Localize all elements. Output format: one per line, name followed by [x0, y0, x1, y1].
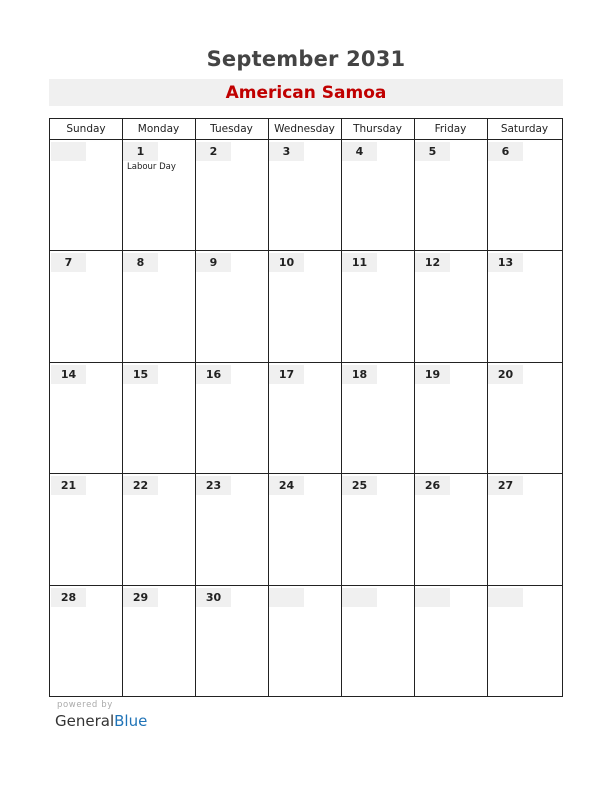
brand-general: General: [55, 712, 115, 730]
day-number: 20: [488, 365, 523, 384]
holiday-label: Labour Day: [127, 162, 176, 172]
day-number: 24: [269, 476, 304, 495]
day-number: 14: [51, 365, 86, 384]
calendar-grid: [49, 118, 563, 697]
day-number: 12: [415, 253, 450, 272]
day-number: 29: [123, 588, 158, 607]
day-cell[interactable]: [269, 363, 341, 473]
day-cell[interactable]: [51, 251, 122, 362]
weekday-saturday: Saturday: [500, 123, 549, 135]
day-number: 6: [488, 142, 523, 161]
day-cell[interactable]: [196, 140, 268, 250]
day-number: 5: [415, 142, 450, 161]
day-number: 3: [269, 142, 304, 161]
day-number: 1: [123, 142, 158, 161]
day-cell[interactable]: [196, 363, 268, 473]
day-cell[interactable]: [488, 251, 562, 362]
day-cell[interactable]: [269, 140, 341, 250]
day-cell[interactable]: [196, 251, 268, 362]
day-number: 25: [342, 476, 377, 495]
day-number: 30: [196, 588, 231, 607]
empty-day-box: [51, 142, 86, 161]
empty-day-cell: [488, 586, 562, 695]
empty-day-cell: [342, 586, 414, 695]
day-number: 18: [342, 365, 377, 384]
weekday-header-row: [50, 119, 562, 140]
region-banner: [49, 79, 563, 106]
day-cell[interactable]: [415, 140, 487, 250]
day-number: 15: [123, 365, 158, 384]
region-name: American Samoa: [225, 83, 387, 103]
day-number: 28: [51, 588, 86, 607]
brand-blue: Blue: [114, 712, 148, 730]
day-number: 2: [196, 142, 231, 161]
day-cell[interactable]: [488, 140, 562, 250]
day-cell[interactable]: [123, 251, 195, 362]
day-number: 7: [51, 253, 86, 272]
empty-day-box: [342, 588, 377, 607]
generalblue-logo[interactable]: [55, 712, 147, 730]
day-cell[interactable]: [51, 363, 122, 473]
day-cell[interactable]: [123, 363, 195, 473]
day-number: 22: [123, 476, 158, 495]
weekday-monday: Monday: [137, 123, 180, 135]
day-cell[interactable]: [123, 140, 195, 250]
empty-day-cell: [415, 586, 487, 695]
day-number: 16: [196, 365, 231, 384]
day-cell[interactable]: [51, 586, 122, 695]
weekday-sunday: Sunday: [66, 123, 106, 135]
day-cell[interactable]: [123, 586, 195, 695]
day-cell[interactable]: [196, 586, 268, 695]
day-cell[interactable]: [342, 363, 414, 473]
empty-day-box: [488, 588, 523, 607]
day-cell[interactable]: [488, 363, 562, 473]
day-number: 4: [342, 142, 377, 161]
day-number: 10: [269, 253, 304, 272]
empty-day-cell: [51, 140, 122, 250]
day-number: 17: [269, 365, 304, 384]
day-cell[interactable]: [415, 251, 487, 362]
day-cell[interactable]: [415, 363, 487, 473]
day-number: 13: [488, 253, 523, 272]
empty-day-box: [415, 588, 450, 607]
empty-day-cell: [269, 586, 341, 695]
day-cell[interactable]: [269, 251, 341, 362]
day-number: 11: [342, 253, 377, 272]
empty-day-box: [269, 588, 304, 607]
day-cell[interactable]: [196, 474, 268, 585]
day-cell[interactable]: [342, 474, 414, 585]
day-cell[interactable]: [342, 140, 414, 250]
day-number: 8: [123, 253, 158, 272]
page-title: September 2031: [206, 47, 406, 71]
day-number: 19: [415, 365, 450, 384]
day-cell[interactable]: [269, 474, 341, 585]
day-cell[interactable]: [51, 474, 122, 585]
day-cell[interactable]: [123, 474, 195, 585]
powered-by-label: powered by: [57, 700, 113, 710]
day-cell[interactable]: [415, 474, 487, 585]
day-number: 21: [51, 476, 86, 495]
weekday-friday: Friday: [434, 123, 467, 135]
day-number: 27: [488, 476, 523, 495]
day-cell[interactable]: [488, 474, 562, 585]
weekday-tuesday: Tuesday: [210, 123, 253, 135]
day-number: 26: [415, 476, 450, 495]
day-cell[interactable]: [342, 251, 414, 362]
day-number: 9: [196, 253, 231, 272]
day-number: 23: [196, 476, 231, 495]
weekday-wednesday: Wednesday: [274, 123, 335, 135]
weekday-thursday: Thursday: [353, 123, 402, 135]
